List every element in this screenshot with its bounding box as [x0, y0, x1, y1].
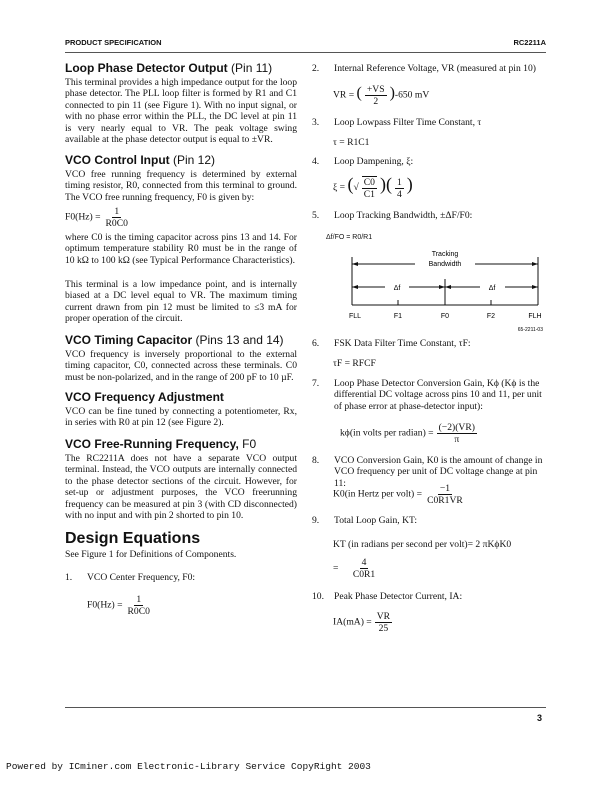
header-left: PRODUCT SPECIFICATION [65, 38, 162, 47]
section-heading: VCO Control Input (Pin 12) [65, 153, 216, 167]
tick-label: F2 [486, 313, 496, 320]
equation-item: 6. FSK Data Filter Time Constant, τF: [312, 338, 471, 349]
page-number: 3 [537, 713, 543, 723]
section-heading: VCO Free-Running Frequency, F0 [65, 437, 257, 451]
equation-item: 5. Loop Tracking Bandwidth, ±ΔF/F0: [312, 210, 473, 221]
equation: τF = RFCF [333, 358, 376, 369]
equation-item: 7. Loop Phase Detector Conversion Gain, Kϕ (Kϕ is the differential DC voltage across pins 10 and 11, per unit of phase error at phase-detector input): [312, 378, 542, 412]
equation: kϕ(in volts per radian) = $\frac{(-2)(VR)}{\pi}$ [340, 422, 475, 445]
footer-rule [65, 707, 546, 708]
tick-label: F0 [440, 313, 450, 320]
paragraph: VCO free running frequency is determined by external timing resistor, R0, connected from this terminal to ground. The VCO free running frequency, F0 is given by: [65, 169, 297, 203]
header-right: RC2211A [513, 38, 546, 47]
equation-item: 8. VCO Conversion Gain, K0 is the amount of change in VCO frequency per unit of DC voltage change at pin 11: [312, 455, 543, 489]
paragraph: See Figure 1 for Definitions of Components. [65, 549, 237, 560]
equation: F0(Hz) = $\frac{1}{R0C0}$ [65, 206, 128, 229]
equation-item: 10. Peak Phase Detector Current, IA: [312, 591, 463, 602]
header-rule [65, 52, 546, 53]
bandwidth-formula: Δf/FO = R0/R1 [326, 234, 373, 241]
equation: VR = ( $\frac{+VS}{2}$ )-650 mV [333, 84, 430, 107]
paragraph: The RC2211A does not have a separate VCO output terminal. Instead, the VCO outputs are internally connected to the phase detector sections of the circuit. However, for set-up or adjustment purposes, the VCO freerunning frequency can be measured at pin 3 (with CD disconnected) with no input and with pin 2 shorted to pin 10. [65, 453, 297, 522]
equation-item: 3. Loop Lowpass Filter Time Constant, τ [312, 117, 482, 128]
tick-label: FLL [348, 313, 362, 320]
equation: K0(in Hertz per volt) = $\frac{-1}{C0R1VR}$ [333, 483, 463, 506]
tracking-label: Tracking [431, 251, 459, 258]
delta-f-label: Δf [488, 285, 496, 292]
section-heading: VCO Timing Capacitor (Pins 13 and 14) [65, 333, 284, 347]
section-heading: VCO Frequency Adjustment [65, 390, 224, 404]
footer-text: Powered by ICminer.com Electronic-Library Service CopyRight 2003 [6, 761, 371, 772]
bandwidth-label: Bandwidth [428, 261, 462, 268]
paragraph: This terminal provides a high impedance output for the loop phase detector. The PLL loop filter is formed by R1 and C1 connected to pin 11 (see Figure 1). With no input signal, or with no phase error within the PLL, the DC level at pin 11 is very nearly equal to VR. The peak voltage swing available at the phase detector output is equal to ±VR. [65, 77, 297, 146]
section-heading: Loop Phase Detector Output (Pin 11) [65, 61, 273, 75]
design-equations-heading: Design Equations [65, 530, 201, 547]
equation-item: 1. VCO Center Frequency, F0: [65, 572, 196, 583]
equation: = $\frac{4}{C0R1}$ [333, 557, 376, 580]
tick-label: FLH [528, 313, 542, 320]
equation: F0(Hz) = $\frac{1}{R0C0}$ [87, 594, 150, 617]
equation: IA(mA) = $\frac{VR}{25}$ [333, 611, 391, 634]
paragraph: VCO can be fine tuned by connecting a potentiometer, Rx, in series with R0 at pin 12 (see Figure 2). [65, 406, 297, 429]
figure-code: 65-2211-03 [517, 327, 543, 333]
tick-label: F1 [393, 313, 403, 320]
equation: τ = R1C1 [333, 137, 370, 148]
tracking-bandwidth-diagram [345, 243, 545, 333]
equation: KT (in radians per second per volt)= 2 πKϕK0 [333, 539, 512, 550]
delta-f-label: Δf [393, 285, 401, 292]
paragraph: VCO frequency is inversely proportional to the external timing capacitor, C0, connected across these terminals. C0 must be non-polarized, and in the range of 200 pF to 10 µF. [65, 349, 297, 383]
equation-item: 9. Total Loop Gain, KT: [312, 515, 418, 526]
equation-item: 2. Internal Reference Voltage, VR (measured at pin 10) [312, 63, 536, 74]
equation: ξ = (√ $\frac{C0}{C1}$ )( $\frac{1}{4}$ ) [333, 174, 413, 200]
paragraph: where C0 is the timing capacitor across pins 13 and 14. For optimum temperature stability R0 must be in the range of 10 kΩ to 100 kΩ (see Typical Performance Characteristics). [65, 232, 297, 266]
equation-item: 4. Loop Dampening, ξ: [312, 156, 414, 167]
paragraph: This terminal is a low impedance point, and is internally biased at a DC level equal to VR. The maximum timing current drawn from pin 12 must be limited to ≤3 mA for proper operation of the circuit. [65, 279, 297, 325]
